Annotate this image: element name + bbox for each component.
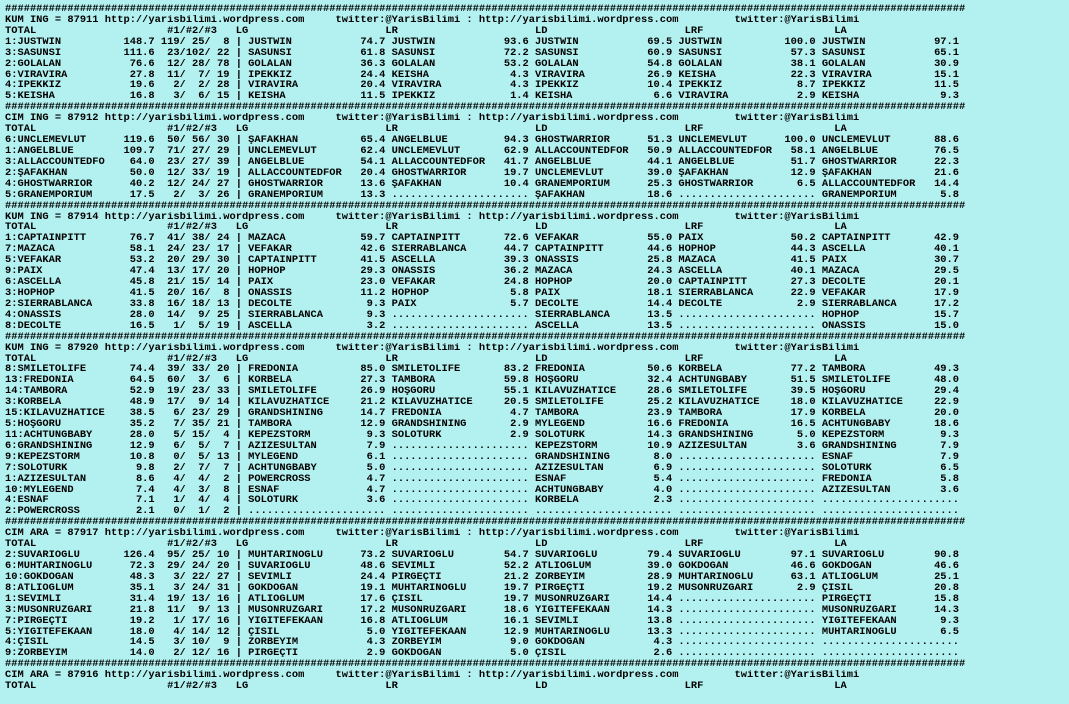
column-header-line: TOTAL #1/#2/#3 LG LR LD LRF LA [5, 25, 847, 37]
result-row: 3:SASUNSI 111.6 23/102/ 22 | SASUNSI 61.8 SASUNSI 72.2 SASUNSI 60.9 SASUNSI 57.3 SASUNSI 65.1 [5, 47, 960, 59]
result-row: 2:SIERRABLANCA 33.8 16/ 18/ 13 | DECOLTE 9.3 PAIX 5.7 DECOLTE 14.4 DECOLTE 2.9 SIERRABLANCA 17.2 [5, 298, 960, 310]
result-row: 8:DECOLTE 16.5 1/ 5/ 19 | ASCELLA 3.2 ...................... ASCELLA 13.5 ...................... ONASSIS 15.0 [5, 320, 960, 332]
result-row: 1:CAPTAINPITT 76.7 41/ 38/ 24 | MAZACA 59.7 CAPTAINPITT 72.6 VEFAKAR 55.0 PAIX 50.2 CAPTAINPITT 42.9 [5, 233, 960, 245]
separator-line: ########################################################################################################################################################## [5, 659, 966, 671]
result-row: 4:İPEKKIZ 19.6 2/ 2/ 28 | VİRAVİRA 20.4 VİRAVİRA 4.3 İPEKKIZ 10.4 İPEKKIZ 8.7 İPEKKIZ 11.5 [5, 80, 960, 92]
result-row: 5:YİĞİTEFEKAAN 18.0 4/ 14/ 12 | ÇİSİL 5.0 YİĞİTEFEKAAN 12.9 MUHTARINOĞLU 13.3 ...................... MUHTARINOĞLU 6.5 [5, 626, 960, 638]
result-row: 11:ACHTUNGBABY 28.0 5/ 15/ 4 | KEPEZSTORM 9.3 SOLOTÜRK 2.9 SOLOTÜRK 14.3 GRANDSHINING 5.0 KEPEZSTORM 9.3 [5, 429, 960, 441]
result-row: 6:ASCELLA 45.8 21/ 15/ 14 | PAIX 23.0 VEFAKAR 24.8 HOPHOP 20.0 CAPTAINPITT 27.3 DECOLTE 20.1 [5, 277, 960, 288]
result-row: 6:GRANDSHINING 12.9 6/ 5/ 7 | AZİZESULTAN 7.9 ...................... KEPEZSTORM 10.9 AZİZESULTAN 3.6 GRANDSHINING 7.9 [5, 440, 960, 452]
result-row: 7:PİRGEÇTİ 19.2 1/ 17/ 16 | YİĞİTEFEKAAN 16.8 ATLIOĞLUM 16.1 SEVİMLİ 13.8 ...................... YİĞİTEFEKAAN 9.3 [5, 615, 960, 627]
result-row: 4:ONASSIS 28.0 14/ 9/ 25 | SIERRABLANCA 9.3 ...................... SIERRABLANCA 13.5 ...................... HOPHOP 15.7 [5, 309, 960, 321]
column-header-line: TOTAL #1/#2/#3 LG LR LD LRF LA [5, 222, 847, 234]
result-row: 9:PAIX 47.4 13/ 17/ 20 | HOPHOP 29.3 ONASSIS 36.2 MAZACA 24.3 ASCELLA 40.1 MAZACA 29.5 [5, 266, 960, 278]
separator-line: ########################################################################################################################################################## [5, 200, 966, 212]
column-header-line: TOTAL #1/#2/#3 LG LR LD LRF LA [5, 539, 847, 551]
result-row: 1:SEVİMLİ 31.4 19/ 13/ 16 | ATLIOĞLUM 17.6 ÇİSİL 19.7 MUSONRÜZGARI 14.4 ...................... PİRGEÇTİ 15.8 [5, 593, 960, 605]
result-row: 5:GRANEMPORIUM 17.5 2/ 3/ 26 | GRANEMPORIUM 13.3 ...................... ŞAFAKHAN 18.6 ...................... GRANEMPORIUM 5.8 [5, 189, 960, 201]
result-row: 6:VİRAVİRA 27.8 11/ 7/ 19 | İPEKKIZ 24.4 KEISHA 4.3 VİRAVİRA 26.9 KEISHA 22.3 VİRAVİRA 15.1 [5, 69, 960, 81]
result-row: 6:UNCLEMEVLÜT 119.6 50/ 56/ 30 | ŞAFAKHAN 65.4 ANGELBLUE 94.3 GHOSTWARRIOR 51.3 UNCLEMEVLÜT 100.0 UNCLEMEVLÜT 88.6 [5, 135, 960, 146]
result-row: 2:GÖLALAN 76.6 12/ 28/ 78 | GÖLALAN 36.3 GÖLALAN 53.2 GÖLALAN 54.8 GÖLALAN 38.1 GÖLALAN 30.9 [5, 58, 960, 70]
result-row: 5:VEFAKAR 53.2 20/ 29/ 30 | CAPTAINPITT 41.5 ASCELLA 39.3 ONASSIS 25.8 MAZACA 41.5 PAIX 30.7 [5, 255, 960, 267]
result-row: 15:KILAVUZHATİCE 38.5 6/ 23/ 29 | GRANDSHINING 14.7 FREDONIA 4.7 TAMBORA 23.9 TAMBORA 17.9 KÖRBELA 20.0 [5, 408, 960, 420]
result-row: 6:MUHTARINOĞLU 72.3 29/ 24/ 20 | SÜVARİOĞLU 48.6 SEVİMLİ 52.2 ATLIOĞLUM 39.0 GÖKDOĞAN 46.6 GÖKDOĞAN 46.6 [5, 561, 960, 572]
race-header-line: KUM ING = 87914 http://yarisbilimi.wordpress.com twitter:@YarisBilimi : http://yarisbilimi.wordpress.com twitter:@YarisBilimi [5, 211, 860, 223]
separator-line: ########################################################################################################################################################## [5, 4, 966, 15]
result-row: 2:POWERCROSS 2.1 0/ 1/ 2 | ...................... ...................... ...................... ...................... ...................... [5, 506, 960, 518]
result-row: 3:MUSONRÜZGARI 21.8 11/ 9/ 13 | MUSONRÜZGARI 17.2 MUSONRÜZGARI 18.6 YİĞİTEFEKAAN 14.3 ...................... MUSONRÜZGARI 14.3 [5, 604, 960, 616]
column-header-line: TOTAL #1/#2/#3 LG LR LD LRF LA [5, 353, 847, 365]
result-row: 13:FREDONIA 64.5 60/ 3/ 6 | KÖRBELA 27.3 TAMBORA 59.8 HOŞGÖRÜ 32.4 ACHTUNGBABY 51.5 SMILETOLIFE 48.0 [5, 375, 960, 387]
race-header-line: CIM ARA = 87917 http://yarisbilimi.wordpress.com twitter:@YarisBilimi : http://yarisbilimi.wordpress.com twitter:@YarisBilimi [5, 528, 860, 540]
result-row: 9:ZORBEYİM 14.0 2/ 12/ 16 | PİRGEÇTİ 2.9 GÖKDOĞAN 5.0 ÇİSİL 2.6 ...................... ...................... [5, 648, 960, 660]
result-row: 10:MYLEGEND 7.4 4/ 3/ 8 | ESNAF 4.7 ...................... ACHTUNGBABY 4.0 ...................... AZİZESULTAN 3.6 [5, 484, 960, 496]
result-row: 4:ÇİSİL 14.5 3/ 10/ 9 | ZORBEYİM 4.3 ZORBEYİM 9.0 GÖKDOĞAN 4.3 ...................... ...................... [5, 637, 960, 649]
result-row: 1:AZİZESULTAN 8.6 4/ 4/ 2 | POWERCROSS 4.7 ...................... ESNAF 5.4 ...................... FREDONIA 5.8 [5, 473, 960, 485]
result-row: 9:KEPEZSTORM 10.8 0/ 5/ 13 | MYLEGEND 6.1 ...................... GRANDSHINING 8.0 ...................... ESNAF 7.9 [5, 451, 960, 463]
race-header-line: CIM ARA = 87916 http://yarisbilimi.wordpress.com twitter:@YarisBilimi : http://yarisbilimi.wordpress.com twitter:@YarisBilimi [5, 670, 860, 682]
result-row: 4:ESNAF 7.1 1/ 4/ 4 | SOLOTÜRK 3.6 ...................... KÖRBELA 2.3 ...................... ...................... [5, 495, 960, 507]
result-row: 8:ATLIOĞLUM 35.1 3/ 24/ 31 | GÖKDOĞAN 19.1 MUHTARINOĞLU 19.7 PİRGEÇTİ 19.2 MUSONRÜZGARI 2.9 ÇİSİL 20.8 [5, 582, 960, 594]
column-header-line: TOTAL #1/#2/#3 LG LR LD LRF LA [5, 681, 847, 693]
result-row: 7:SOLOTÜRK 9.8 2/ 7/ 7 | ACHTUNGBABY 5.0 ...................... AZİZESULTAN 6.9 ...................... SOLOTÜRK 6.5 [5, 462, 960, 474]
result-row: 3:KÖRBELA 48.9 17/ 9/ 14 | KILAVUZHATİCE 21.2 KILAVUZHATİCE 20.5 SMILETOLIFE 25.2 KILAVUZHATİCE 18.0 KILAVUZHATİCE 22.9 [5, 397, 960, 409]
separator-line: ########################################################################################################################################################## [5, 102, 966, 114]
result-row: 5:KEISHA 16.8 3/ 6/ 15 | KEISHA 11.5 İPEKKIZ 1.4 KEISHA 6.6 VİRAVİRA 2.9 KEISHA 9.3 [5, 91, 960, 103]
result-row: 8:SMILETOLIFE 74.4 39/ 33/ 20 | FREDONIA 85.0 SMILETOLIFE 83.2 FREDONIA 50.6 KÖRBELA 77.2 TAMBORA 49.3 [5, 364, 960, 376]
result-row: 3:ALLACCOUNTEDFO 64.0 23/ 27/ 39 | ANGELBLUE 54.1 ALLACCOUNTEDFOR 41.7 ANGELBLUE 44.1 ANGELBLUE 51.7 GHOSTWARRIOR 22.3 [5, 156, 960, 168]
result-row: 2:ŞAFAKHAN 50.0 12/ 33/ 19 | ALLACCOUNTEDFOR 20.4 GHOSTWARRIOR 19.7 UNCLEMEVLÜT 39.0 ŞAFAKHAN 12.9 ŞAFAKHAN 21.6 [5, 167, 960, 179]
race-header-line: CIM ING = 87912 http://yarisbilimi.wordpress.com twitter:@YarisBilimi : http://yarisbilimi.wordpress.com twitter:@YarisBilimi [5, 113, 860, 125]
column-header-line: TOTAL #1/#2/#3 LG LR LD LRF LA [5, 124, 847, 136]
separator-line: ########################################################################################################################################################## [5, 331, 966, 343]
result-row: 4:GHOSTWARRIOR 40.2 12/ 24/ 27 | GHOSTWARRIOR 13.6 ŞAFAKHAN 10.4 GRANEMPORIUM 25.3 GHOSTWARRIOR 6.5 ALLACCOUNTEDFOR 14.4 [5, 178, 960, 190]
result-row: 14:TAMBORA 52.9 19/ 23/ 33 | SMILETOLIFE 26.9 HOŞGÖRÜ 55.1 KILAVUZHATİCE 28.6 SMILETOLIFE 39.5 HOŞGÖRÜ 29.4 [5, 386, 960, 398]
result-row: 1:JUSTWIN 148.7 119/ 25/ 8 | JUSTWIN 74.7 JUSTWIN 93.6 JUSTWIN 69.5 JUSTWIN 100.0 JUSTWIN 97.1 [5, 36, 960, 48]
result-row: 1:ANGELBLUE 109.7 71/ 27/ 29 | UNCLEMEVLÜT 62.4 UNCLEMEVLÜT 62.9 ALLACCOUNTEDFOR 50.9 ALLACCOUNTEDFOR 58.1 ANGELBLUE 76.5 [5, 145, 960, 157]
race-header-line: KUM ING = 87911 http://yarisbilimi.wordpress.com twitter:@YarisBilimi : http://yarisbilimi.wordpress.com twitter:@YarisBilimi [5, 14, 860, 26]
race-header-line: KUM ING = 87920 http://yarisbilimi.wordpress.com twitter:@YarisBilimi : http://yarisbilimi.wordpress.com twitter:@YarisBilimi [5, 342, 860, 354]
separator-line: ########################################################################################################################################################## [5, 517, 966, 529]
result-row: 10:GÖKDOĞAN 48.3 3/ 22/ 27 | SEVİMLİ 24.4 PİRGEÇTİ 21.2 ZORBEYİM 28.9 MUHTARINOĞLU 63.1 ATLIOĞLUM 25.1 [5, 571, 960, 583]
result-row: 2:SÜVARİOĞLU 126.4 95/ 25/ 10 | MUHTARINOĞLU 73.2 SÜVARİOĞLU 54.7 SÜVARİOĞLU 79.4 SÜVARİOĞLU 97.1 SÜVARİOĞLU 90.8 [5, 550, 960, 562]
result-row: 3:HOPHOP 41.5 20/ 16/ 8 | ONASSIS 11.2 HOPHOP 5.8 PAIX 18.1 SIERRABLANCA 22.9 VEFAKAR 17.9 [5, 287, 960, 299]
result-row: 5:HOŞGÖRÜ 35.2 7/ 35/ 21 | TAMBORA 12.9 GRANDSHINING 2.9 MYLEGEND 16.6 FREDONIA 16.5 ACHTUNGBABY 18.6 [5, 419, 960, 430]
result-row: 7:MAZACA 58.1 24/ 23/ 17 | VEFAKAR 42.6 SIERRABLANCA 44.7 CAPTAINPITT 44.6 HOPHOP 44.3 ASCELLA 40.1 [5, 244, 960, 256]
